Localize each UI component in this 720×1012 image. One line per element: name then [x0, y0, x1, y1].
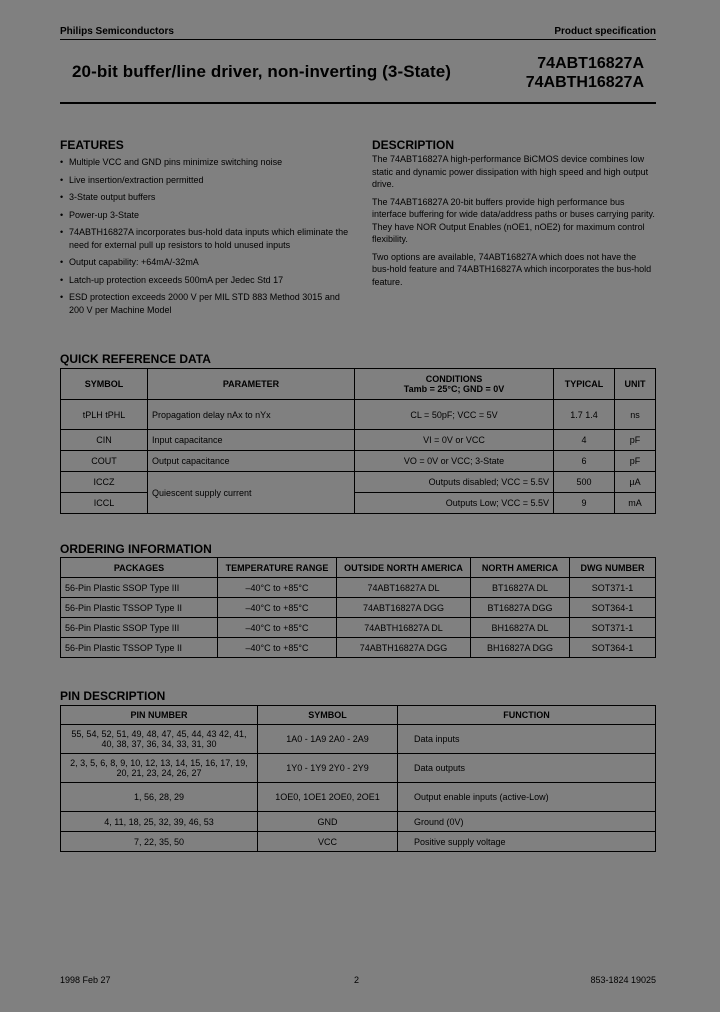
cell: Outputs Low; VCC = 5.5V: [355, 493, 554, 514]
cell: 55, 54, 52, 51, 49, 48, 47, 45, 44, 43 42, 41, 40, 38, 37, 36, 34, 33, 31, 30: [61, 725, 258, 754]
col-header: DWG NUMBER: [570, 558, 656, 578]
cell: 2, 3, 5, 6, 8, 9, 10, 12, 13, 14, 15, 16, 17, 19, 20, 21, 23, 24, 26, 27: [61, 754, 258, 783]
cell: BH16827A DGG: [471, 638, 570, 658]
list-item: • Latch-up protection exceeds 500mA per Jedec Std 17: [60, 274, 350, 287]
table-row: [61, 430, 656, 451]
cell: Output enable inputs (active-Low): [398, 783, 656, 812]
cell: Outputs disabled; VCC = 5.5V: [355, 472, 554, 493]
description-heading: DESCRIPTION: [372, 138, 455, 152]
cell: Positive supply voltage: [398, 832, 656, 852]
part-number: 74ABTH16827A: [525, 74, 644, 91]
cell: ns: [615, 400, 656, 430]
cell: Data outputs: [398, 754, 656, 783]
table-row: [61, 451, 656, 472]
cell: CIN: [61, 430, 148, 451]
part-numbers: [526, 54, 644, 92]
table-row: [61, 618, 656, 638]
cell: 1, 56, 28, 29: [61, 783, 258, 812]
cell: VCC: [258, 832, 398, 852]
cell: 74ABT16827A DL: [337, 578, 471, 598]
cell: 56-Pin Plastic TSSOP Type II: [61, 638, 218, 658]
doc-type: Product specification: [554, 26, 656, 37]
cell: Data inputs: [398, 725, 656, 754]
col-header: OUTSIDE NORTH AMERICA: [337, 558, 471, 578]
cell: –40°C to +85°C: [218, 578, 337, 598]
list-item: • Power-up 3-State: [60, 209, 350, 222]
col-header: FUNCTION: [398, 706, 656, 725]
list-item: • 3-State output buffers: [60, 191, 350, 204]
conditions-label: CONDITIONS: [425, 374, 483, 384]
col-header: SYMBOL: [61, 369, 148, 400]
table-row: [61, 725, 656, 754]
cell: pF: [615, 451, 656, 472]
cell: SOT371-1: [570, 578, 656, 598]
list-item: • 74ABTH16827A incorporates bus-hold data inputs which eliminate the need for external pull up resistors to hold unused inputs: [60, 226, 350, 251]
cell: SOT371-1: [570, 618, 656, 638]
table-row: [61, 812, 656, 832]
cell: SOT364-1: [570, 598, 656, 618]
cell: BH16827A DL: [471, 618, 570, 638]
cell: 1Y0 - 1Y9 2Y0 - 2Y9: [258, 754, 398, 783]
list-item: • Multiple VCC and GND pins minimize switching noise: [60, 156, 350, 169]
cell: 6: [554, 451, 615, 472]
cell: 4, 11, 18, 25, 32, 39, 46, 53: [61, 812, 258, 832]
cell: 1A0 - 1A9 2A0 - 2A9: [258, 725, 398, 754]
table-row: [61, 754, 656, 783]
col-header: UNIT: [615, 369, 656, 400]
part-number: 74ABT16827A: [537, 55, 644, 72]
cell: ICCL: [61, 493, 148, 514]
company-name: Philips Semiconductors: [60, 26, 174, 37]
cell: VI = 0V or VCC: [355, 430, 554, 451]
quick-ref-table: [60, 368, 656, 514]
table-row: [61, 638, 656, 658]
col-header: [355, 369, 554, 400]
cell: Ground (0V): [398, 812, 656, 832]
paragraph: The 74ABT16827A 20-bit buffers provide high performance bus interface buffering for wide data/address paths or buses carrying parity. They have NOR Output Enables (nOE1, nOE2) for maximum control flexibility.: [372, 196, 655, 244]
cell: Input capacitance: [148, 430, 355, 451]
footer-code: 853-1824 19025: [590, 975, 656, 985]
cell: Propagation delay nAx to nYx: [148, 400, 355, 430]
cell: 56-Pin Plastic TSSOP Type II: [61, 598, 218, 618]
cell: pF: [615, 430, 656, 451]
cell: COUT: [61, 451, 148, 472]
paragraph: The 74ABT16827A high-performance BiCMOS device combines low static and dynamic power dissipation with high speed and high output drive.: [372, 154, 649, 189]
cell: 74ABT16827A DGG: [337, 598, 471, 618]
footer-date: 1998 Feb 27: [60, 975, 111, 985]
divider: [60, 39, 656, 40]
table-row: [61, 400, 656, 430]
cell: Output capacitance: [148, 451, 355, 472]
cell: –40°C to +85°C: [218, 638, 337, 658]
description-body: [372, 153, 656, 293]
list-item: • ESD protection exceeds 2000 V per MIL STD 883 Method 3015 and 200 V per Machine Model: [60, 291, 350, 316]
features-list: [60, 156, 350, 321]
cell: CL = 50pF; VCC = 5V: [355, 400, 554, 430]
cell: 74ABTH16827A DGG: [337, 638, 471, 658]
cell: Quiescent supply current: [148, 472, 355, 514]
col-header: TYPICAL: [554, 369, 615, 400]
cell: BT16827A DGG: [471, 598, 570, 618]
cell: 56-Pin Plastic SSOP Type III: [61, 618, 218, 638]
cell: 74ABTH16827A DL: [337, 618, 471, 638]
col-header: SYMBOL: [258, 706, 398, 725]
cell: tPLH tPHL: [61, 400, 148, 430]
pins-table: [60, 705, 656, 852]
table-row: [61, 598, 656, 618]
cell: 56-Pin Plastic SSOP Type III: [61, 578, 218, 598]
cell: mA: [615, 493, 656, 514]
table-row: [61, 832, 656, 852]
page-title: 20-bit buffer/line driver, non-inverting (3-State): [72, 62, 452, 81]
cell: 500: [554, 472, 615, 493]
list-item: • Output capability: +64mA/-32mA: [60, 256, 350, 269]
cell: –40°C to +85°C: [218, 598, 337, 618]
table-row: [61, 578, 656, 598]
cell: 7, 22, 35, 50: [61, 832, 258, 852]
ordering-heading: ORDERING INFORMATION: [60, 542, 212, 556]
conditions-sub: Tamb = 25°C; GND = 0V: [403, 384, 505, 394]
cell: GND: [258, 812, 398, 832]
col-header: PACKAGES: [61, 558, 218, 578]
col-header: TEMPERATURE RANGE: [218, 558, 337, 578]
cell: 9: [554, 493, 615, 514]
col-header: NORTH AMERICA: [471, 558, 570, 578]
table-row: [61, 472, 656, 493]
cell: VO = 0V or VCC; 3-State: [355, 451, 554, 472]
list-item: • Live insertion/extraction permitted: [60, 174, 350, 187]
table-row: [61, 783, 656, 812]
cell: –40°C to +85°C: [218, 618, 337, 638]
paragraph: Two options are available, 74ABT16827A which does not have the bus-hold feature and 74ABTH16827A which incorporates the bus-hold feature.: [372, 251, 652, 287]
quick-ref-heading: QUICK REFERENCE DATA: [60, 352, 211, 366]
pins-heading: PIN DESCRIPTION: [60, 689, 166, 703]
cell: 1OE0, 1OE1 2OE0, 2OE1: [258, 783, 398, 812]
ordering-table: [60, 557, 656, 658]
divider: [60, 102, 656, 104]
cell: 4: [554, 430, 615, 451]
cell: SOT364-1: [570, 638, 656, 658]
cell: ICCZ: [61, 472, 148, 493]
cell: 1.7 1.4: [554, 400, 615, 430]
cell: BT16827A DL: [471, 578, 570, 598]
col-header: PARAMETER: [148, 369, 355, 400]
features-heading: FEATURES: [60, 138, 124, 152]
page-number: 2: [354, 975, 360, 985]
cell: µA: [615, 472, 656, 493]
col-header: PIN NUMBER: [61, 706, 258, 725]
